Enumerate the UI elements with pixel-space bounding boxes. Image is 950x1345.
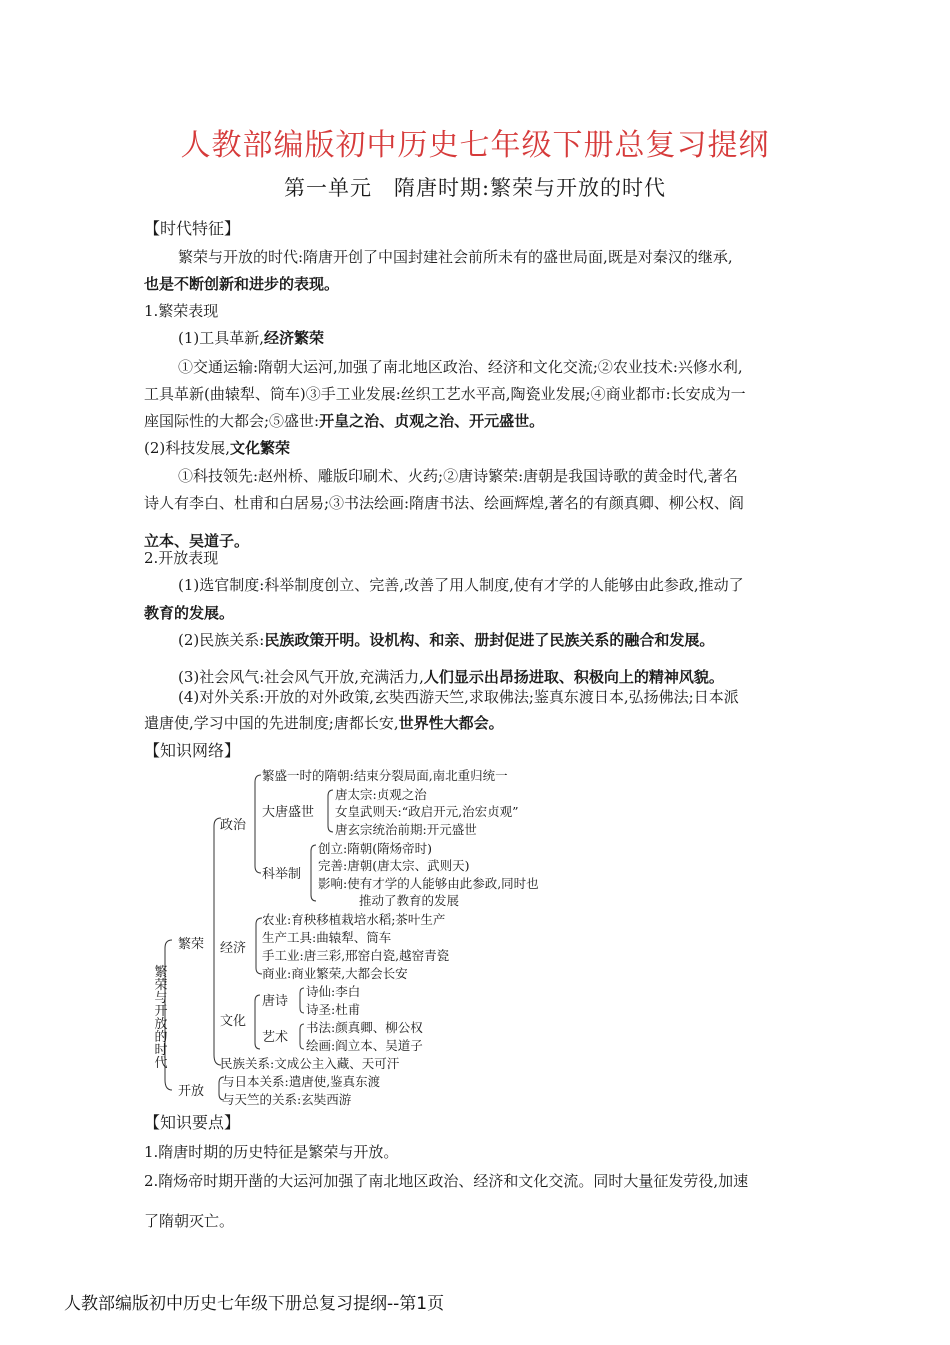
tree-leaf: 繁盛一时的隋朝:结束分裂局面,南北重归统一 [262,768,508,783]
bracket-datang [328,790,333,832]
tree-leaf: 与天竺的关系:玄奘西游 [222,1092,352,1107]
tree-leaf: 商业:商业繁荣,大都会长安 [262,966,408,981]
point-line: 1.隋唐时期的历史特征是繁荣与开放。 [144,1143,399,1161]
section-era-header: 【时代特征】 [144,219,241,238]
text-span-bold: 文化繁荣 [230,439,291,457]
tree-leaf: 诗仙:李白 [306,984,361,999]
tree-leaf: 完善:唐朝(唐太宗、武则天) [318,858,470,873]
unit-subtitle: 第一单元 隋唐时期:繁荣与开放的时代 [283,176,667,200]
tree-leaf: 诗圣:杜甫 [306,1002,361,1017]
text-span: (2)科技发展, [144,439,231,457]
heading-openness: 2.开放表现 [144,549,219,567]
section-network-header: 【知识网络】 [144,741,241,760]
tree-leaf: 唐玄宗统治前期:开元盛世 [335,822,477,837]
text-span-bold: 开皇之治、贞观之治、开元盛世。 [319,412,545,430]
tree-leaf: 推动了教育的发展 [359,893,460,908]
text-span: (3)社会风气:社会风气开放,充满活力, [178,668,424,686]
paragraph-line: (4)对外关系:开放的对外政策,玄奘西游天竺,求取佛法;鉴真东渡日本,弘扬佛法;日本派 [178,688,739,706]
tree-node-keju: 科举制 [262,867,302,882]
document-title: 人教部编版初中历史七年级下册总复习提纲 [180,128,770,163]
tree-node-kaifang: 开放 [178,1084,205,1099]
tree-node-zhengzhi: 政治 [220,818,247,833]
text-span: 遣唐使,学习中国的先进制度;唐都长安, [144,714,399,732]
tree-leaf: 手工业:唐三彩,邢窑白瓷,越窑青瓷 [262,948,450,963]
tree-node-wenhua: 文化 [220,1014,247,1029]
tree-leaf: 绘画:阎立本、吴道子 [306,1038,423,1053]
text-span: 座国际性的大都会;⑤盛世: [144,412,320,430]
section-points-header: 【知识要点】 [144,1113,241,1132]
text-span: (1)工具革新, [178,329,265,347]
bracket-tangshi [300,988,304,1013]
tree-node-jingji: 经济 [220,941,247,956]
point-line: 了隋朝灭亡。 [144,1212,235,1230]
tree-root-label: 繁荣与开放的时代 [154,965,168,1071]
text-span-bold: 人们显示出昂扬进取、积极向上的精神风貌。 [423,668,724,686]
era-paragraph-line: 繁荣与开放的时代:隋唐开创了中国封建社会前所未有的盛世局面,既是对秦汉的继承, [178,248,733,266]
tree-leaf: 农业:育秧移植栽培水稻;茶叶生产 [262,912,446,927]
bracket-zhengzhi [255,775,261,873]
tree-node-yishu: 艺术 [262,1030,289,1045]
paragraph-line: 立本、吴道子。 [144,532,250,550]
page-footer: 人教部编版初中历史七年级下册总复习提纲--第1页 [64,1294,445,1314]
tree-node-datang: 大唐盛世 [262,805,315,820]
tree-leaf: 书法:颜真卿、柳公权 [306,1020,423,1035]
paragraph-line: ①科技领先:赵州桥、雕版印刷术、火药;②唐诗繁荣:唐朝是我国诗歌的黄金时代,著名 [178,467,738,485]
tree-leaf: 民族关系:文成公主入藏、天可汗 [220,1056,400,1071]
tree-leaf: 唐太宗:贞观之治 [335,787,427,802]
tree-leaf: 影响:使有才学的人能够由此参政,同时也 [318,876,539,891]
paragraph-line: 诗人有李白、杜甫和白居易;③书法绘画:隋唐书法、绘画辉煌,著名的有颜真卿、柳公权、阎 [144,494,744,512]
paragraph-line: (1)选官制度:科举制度创立、完善,改善了用人制度,使有才学的人能够由此参政,推动了 [178,576,744,594]
tree-node-fanrong: 繁荣 [178,937,205,952]
text-span-bold: 世界性大都会。 [398,714,504,732]
text-span-bold: 民族政策开明。设机构、和亲、册封促进了民族关系的融合和发展。 [264,631,715,649]
paragraph-line: 工具革新(曲辕犁、筒车)③手工业发展:丝织工艺水平高,陶瓷业发展;④商业都市:长安成为一 [144,385,746,403]
tree-leaf: 生产工具:曲辕犁、筒车 [262,930,392,945]
heading-prosperity: 1.繁荣表现 [144,302,219,320]
paragraph-line: 教育的发展。 [144,604,235,622]
tree-node-tangshi: 唐诗 [262,994,289,1009]
tree-leaf: 创立:隋朝(隋炀帝时) [318,841,432,856]
paragraph-line: ①交通运输:隋朝大运河,加强了南北地区政治、经济和文化交流;②农业技术:兴修水利, [178,358,743,376]
era-paragraph-line: 也是不断创新和进步的表现。 [144,275,340,293]
point-line: 2.隋炀帝时期开凿的大运河加强了南北地区政治、经济和文化交流。同时大量征发劳役,加速 [144,1172,749,1190]
tree-leaf: 女皇武则天:“政启开元,治宏贞观” [335,804,519,819]
tree-leaf: 与日本关系:遣唐使,鉴真东渡 [222,1074,381,1089]
bracket-yishu [300,1024,304,1049]
text-span: (2)民族关系: [178,631,265,649]
bracket-wenhua [255,995,260,1049]
bracket-keju [311,845,316,901]
text-span-bold: 经济繁荣 [264,329,325,347]
